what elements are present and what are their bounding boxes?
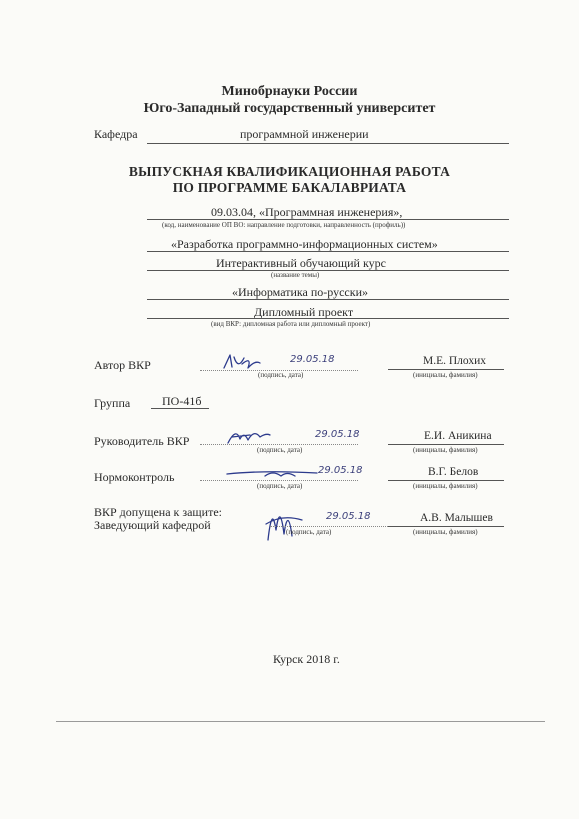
author-date: 29.05.18: [290, 354, 335, 365]
head-signature: [262, 500, 306, 544]
topic-underline-2: [147, 299, 509, 300]
work-title-line1: ВЫПУСКНАЯ КВАЛИФИКАЦИОННАЯ РАБОТА: [128, 164, 451, 179]
group-value: ПО-41б: [162, 394, 202, 408]
normcontrol-label: Нормоконтроль: [94, 470, 175, 484]
work-type-underline: [147, 318, 509, 319]
head-name-caption: (инициалы, фамилия): [413, 528, 478, 536]
head-name-underline: [388, 526, 504, 527]
group-underline: [151, 408, 209, 409]
group-label: Группа: [94, 396, 131, 410]
normcontrol-name-underline: [388, 480, 504, 481]
topic-line2: «Информатика по-русски»: [232, 285, 369, 299]
author-name-underline: [388, 369, 504, 370]
author-signature: [222, 352, 262, 372]
head-sign-line: [270, 526, 400, 527]
head-of-department-label: Заведующий кафедрой: [94, 518, 211, 532]
normcontrol-name: В.Г. Белов: [428, 466, 479, 478]
author-name: М.Е. Плохих: [423, 355, 487, 367]
department-underline: [147, 143, 509, 144]
admission-label: ВКР допущена к защите:: [94, 505, 222, 519]
topic-line1: Интерактивный обучающий курс: [216, 256, 386, 270]
supervisor-sign-caption: (подпись, дата): [257, 446, 303, 454]
place-year: Курск 2018 г.: [273, 652, 340, 666]
supervisor-name-caption: (инициалы, фамилия): [413, 446, 478, 454]
topic-underline-1: [147, 270, 509, 271]
ministry-name: Минобрнауки России: [221, 84, 358, 99]
normcontrol-name-caption: (инициалы, фамилия): [413, 482, 478, 490]
head-date: 29.05.18: [326, 511, 371, 522]
author-sign-caption: (подпись, дата): [258, 371, 304, 379]
work-type-value: Дипломный проект: [254, 305, 354, 319]
program-profile: «Разработка программно-информационных систем»: [171, 237, 438, 251]
author-name-caption: (инициалы, фамилия): [413, 371, 478, 379]
normcontrol-date: 29.05.18: [318, 465, 363, 476]
normcontrol-sign-line: [200, 480, 358, 481]
scan-edge-line: [56, 721, 545, 722]
topic-caption: (название темы): [271, 271, 320, 279]
program-value: 09.03.04, «Программная инженерия»,: [211, 205, 403, 219]
program-underline: [147, 219, 509, 220]
supervisor-name: Е.И. Аникина: [424, 430, 492, 442]
head-name: А.В. Малышев: [420, 512, 493, 524]
head-sign-caption: (подпись, дата): [286, 528, 332, 536]
profile-underline: [147, 251, 509, 252]
normcontrol-signature: [225, 464, 321, 480]
department-label: Кафедра: [94, 127, 138, 141]
supervisor-date: 29.05.18: [315, 429, 360, 440]
supervisor-sign-line: [200, 444, 358, 445]
program-caption: (код, наименование ОП ВО: направление подготовки, направленность (профиль)): [162, 221, 406, 229]
university-name: Юго-Западный государственный университет: [143, 101, 436, 116]
normcontrol-sign-caption: (подпись, дата): [257, 482, 303, 490]
author-label: Автор ВКР: [94, 358, 151, 372]
department-value: программной инженерии: [240, 127, 369, 141]
supervisor-label: Руководитель ВКР: [94, 434, 190, 448]
supervisor-name-underline: [388, 444, 504, 445]
work-type-caption: (вид ВКР: дипломная работа или дипломный проект): [211, 320, 371, 328]
work-title-line2: ПО ПРОГРАММЕ БАКАЛАВРИАТА: [172, 180, 407, 195]
